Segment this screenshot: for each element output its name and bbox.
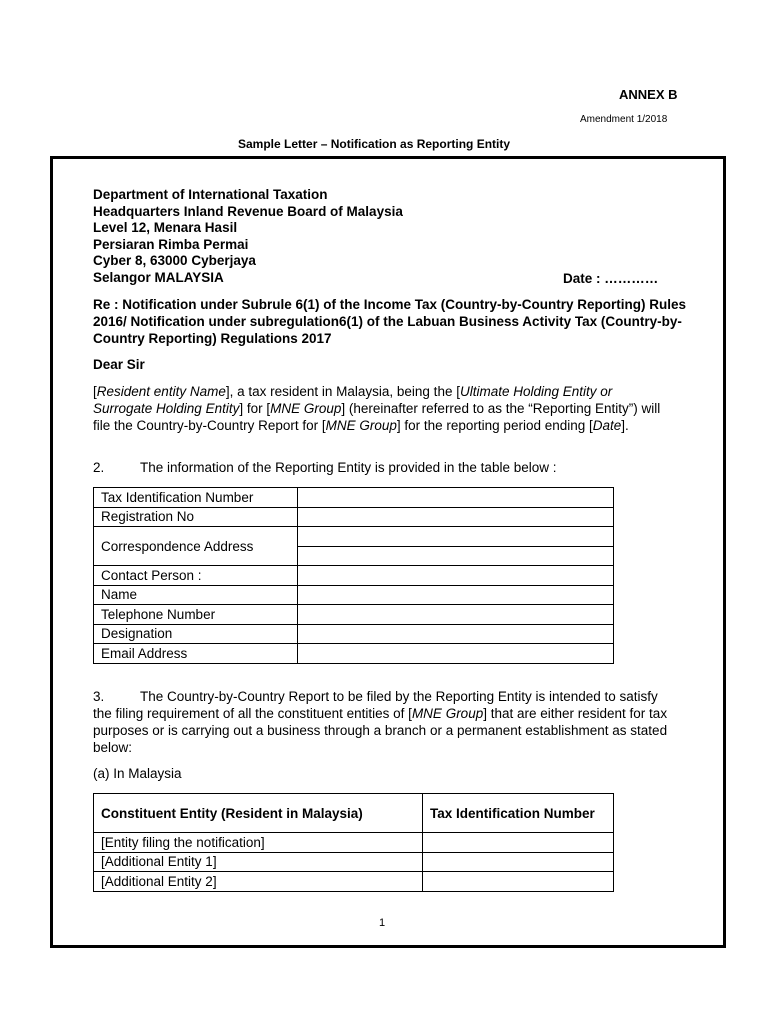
table-row <box>94 644 614 664</box>
table-row <box>94 852 614 872</box>
date-field: Date : ………… <box>563 271 659 286</box>
row-label: Tax Identification Number <box>94 488 298 508</box>
paragraph-2 <box>93 460 556 475</box>
column-header: Tax Identification Number <box>423 794 614 833</box>
text-segment: The Country-by-Country Report to be filed by the Reporting Entity is intended to satisfy the filing requirement of all the constituent entities of [ <box>93 689 658 721</box>
table-row <box>94 488 614 508</box>
address-line: Selangor MALAYSIA <box>93 269 224 285</box>
value-cell <box>298 507 614 527</box>
value-cell <box>298 546 614 566</box>
placeholder-text: Ultimate Holding Entity or Surrogate Holding Entity <box>93 384 613 416</box>
placeholder-text: Date <box>592 418 622 433</box>
document-title: Sample Letter – Notification as Reporting Entity <box>238 137 511 151</box>
paragraph-text: The information of the Reporting Entity is provided in the table below : <box>140 460 557 475</box>
table-row <box>94 507 614 527</box>
column-header: Constituent Entity (Resident in Malaysia) <box>94 794 423 833</box>
table-row <box>94 624 614 644</box>
table-row <box>94 872 614 892</box>
salutation: Dear Sir <box>93 357 145 372</box>
page-number: 1 <box>379 917 386 929</box>
address-line: Cyber 8, 63000 Cyberjaya <box>93 253 256 268</box>
value-cell <box>298 527 614 547</box>
table-row <box>94 566 614 586</box>
table-row <box>94 585 614 605</box>
tax-id-cell <box>423 852 614 872</box>
entity-name-cell: [Additional Entity 1] <box>94 852 423 872</box>
placeholder-text: Resident entity Name <box>96 384 226 399</box>
row-label: Correspondence Address <box>94 527 298 566</box>
row-label: Registration No <box>94 507 298 527</box>
entity-name-cell: [Entity filing the notification] <box>94 833 423 853</box>
table-header-row <box>94 794 614 833</box>
address-line: Level 12, Menara Hasil <box>93 220 238 235</box>
address-line: Persiaran Rimba Permai <box>93 236 249 252</box>
recipient-address <box>93 187 403 286</box>
table-row <box>94 833 614 853</box>
text-segment: ] (hereinafter referred to as the “Reporting Entity”) will file the Country-by-Country Report for [ <box>93 401 661 433</box>
text-segment: ] that are either resident for tax purposes or is carrying out a business through a branch or a permanent establishment as stated below: <box>93 706 668 755</box>
text-segment: [ <box>93 384 97 399</box>
address-line: Department of International Taxation <box>93 187 328 202</box>
row-label: Email Address <box>94 644 298 664</box>
value-cell <box>298 566 614 586</box>
text-segment: ]. <box>621 418 629 433</box>
subject-line: Re : Notification under Subrule 6(1) of the Income Tax (Country-by-Country Reporting) Rules 2016/ Notification under subregulation6(1) of the Labuan Business Activity Tax (Country-by-Country Reporting) Regulations 2017 <box>93 297 687 346</box>
paragraph-number: 2. <box>93 460 105 475</box>
text-segment: ] for the reporting period ending [ <box>396 418 593 433</box>
entity-name-cell: [Additional Entity 2] <box>94 872 423 892</box>
constituent-entity-table <box>93 793 614 892</box>
paragraph-3 <box>93 688 673 756</box>
address-line: Headquarters Inland Revenue Board of Malaysia <box>93 203 403 219</box>
paragraph-1 <box>93 383 673 434</box>
tax-id-cell <box>423 872 614 892</box>
text-segment: ] for [ <box>239 401 271 416</box>
value-cell <box>298 585 614 605</box>
value-cell <box>298 605 614 625</box>
value-cell <box>298 644 614 664</box>
placeholder-text: MNE Group <box>270 401 342 416</box>
row-label: Name <box>94 585 298 605</box>
table-row <box>94 527 614 547</box>
placeholder-text: MNE Group <box>325 418 397 433</box>
table-row <box>94 605 614 625</box>
tax-id-cell <box>423 833 614 853</box>
row-label: Contact Person : <box>94 566 298 586</box>
annex-label: ANNEX B <box>619 87 678 102</box>
reporting-entity-table <box>93 487 614 664</box>
text-segment: ], a tax resident in Malaysia, being the [ <box>225 384 460 399</box>
placeholder-text: MNE Group <box>411 706 484 721</box>
row-label: Telephone Number <box>94 605 298 625</box>
value-cell <box>298 624 614 644</box>
amendment-label: Amendment 1/2018 <box>580 114 668 125</box>
value-cell <box>298 488 614 508</box>
row-label: Designation <box>94 624 298 644</box>
paragraph-number: 3. <box>93 689 105 704</box>
section-subheading: (a) In Malaysia <box>93 766 182 781</box>
